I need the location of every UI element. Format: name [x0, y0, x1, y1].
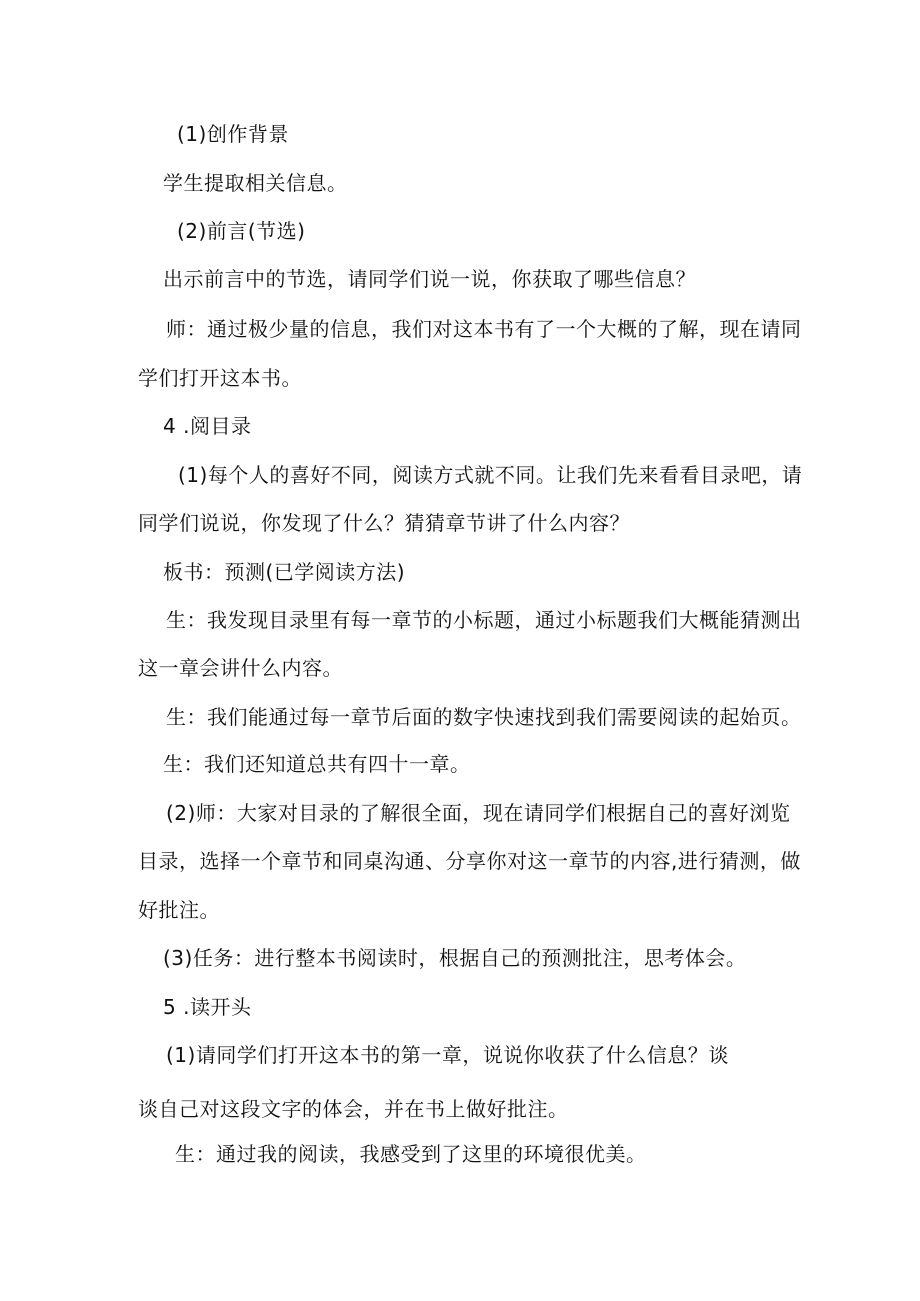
paragraph-line: 师：通过极少量的信息，我们对这本书有了一个大概的了解，现在请同 [166, 317, 802, 341]
section-heading-table-of-contents: 4 .阅目录 [163, 414, 252, 438]
paragraph-line: 谈自己对这段文字的体会，并在书上做好批注。 [138, 1097, 569, 1121]
paragraph-line: 生：我们还知道总共有四十一章。 [163, 752, 471, 776]
paragraph-line: 好批注。 [138, 898, 220, 922]
section-heading-read-opening: 5 .读开头 [163, 995, 252, 1019]
paragraph-line: (1)每个人的喜好不同，阅读方式就不同。让我们先来看看目录吧，请 [178, 463, 803, 487]
paragraph-line: (1)请同学们打开这本书的第一章，说说你收获了什么信息？谈 [166, 1043, 729, 1067]
heading-preface: (2)前言(节选) [177, 219, 306, 243]
paragraph-line: 生：我发现目录里有每一章节的小标题，通过小标题我们大概能猜测出 [166, 608, 802, 632]
paragraph-line: 生：我们能通过每一章节后面的数字快速找到我们需要阅读的起始页。 [166, 705, 802, 729]
paragraph-line: 生：通过我的阅读，我感受到了这里的环境很优美。 [175, 1142, 647, 1166]
paragraph-line: 这一章会讲什么内容。 [138, 656, 343, 680]
paragraph-line: 学们打开这本书。 [138, 366, 302, 390]
paragraph-line: 板书：预测(已学阅读方法) [163, 560, 406, 584]
heading-creation-background: (1)创作背景 [177, 122, 289, 146]
paragraph-line: 出示前言中的节选，请同学们说一说，你获取了哪些信息？ [163, 267, 696, 291]
paragraph-line: 学生提取相关信息。 [163, 171, 348, 195]
paragraph-line: (3)任务：进行整本书阅读时，根据自己的预测批注，思考体会。 [163, 946, 747, 970]
paragraph-line: 目录，选择一个章节和同桌沟通、分享你对这一章节的内容,进行猜测，做 [138, 849, 801, 873]
paragraph-line: (2)师：大家对目录的了解很全面，现在请同学们根据自己的喜好浏览 [166, 801, 791, 825]
paragraph-line: 同学们说说，你发现了什么？猜猜章节讲了什么内容？ [138, 511, 630, 535]
